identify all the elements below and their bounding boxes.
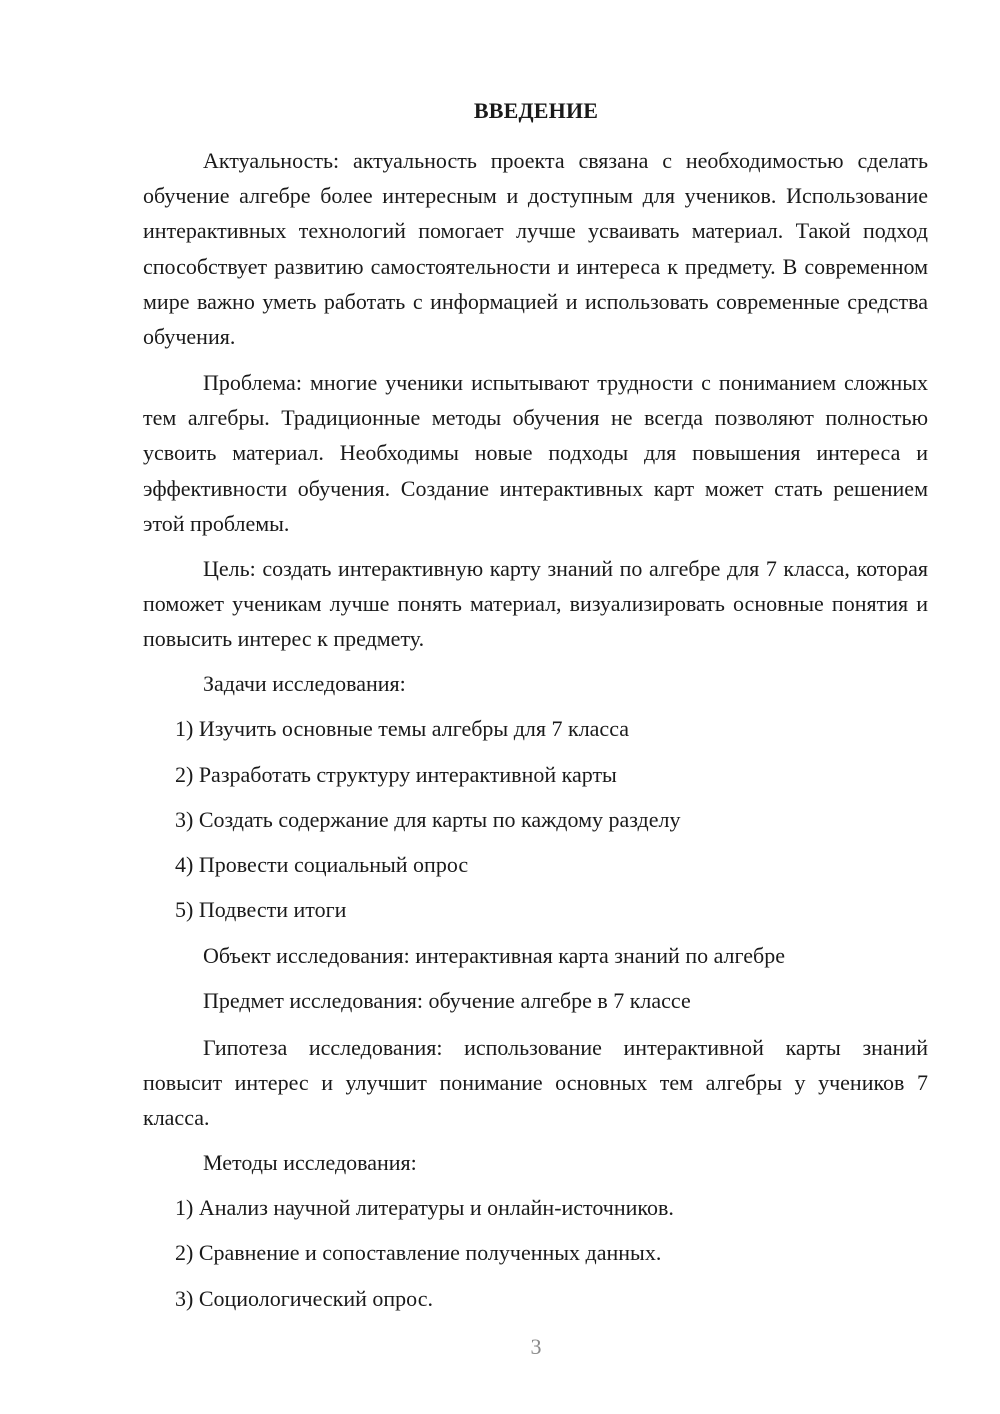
paragraph-problem: Проблема: многие ученики испытывают трудности с пониманием сложных тем алгебры. Традиционные методы обучения не всегда позволяют полностью усвоить материал. Необходимы новые подходы для повышения интереса и эффективности обучения. Создание интерактивных карт может стать решением этой проблемы. bbox=[143, 370, 928, 536]
method-item-1: 1) Анализ научной литературы и онлайн-источников. bbox=[175, 1195, 674, 1220]
page-number: 3 bbox=[530, 1334, 542, 1359]
task-item-4: 4) Провести социальный опрос bbox=[175, 852, 469, 877]
paragraph-relevance: Актуальность: актуальность проекта связана с необходимостью сделать обучение алгебре более интересным и доступным для учеников. Использование интерактивных технологий помогает лучше усваивать материал. Такой подход способствует развитию самостоятельности и интереса к предмету. В современном мире важно уметь работать с информацией и использовать современные средства обучения. bbox=[143, 148, 928, 350]
paragraph-hypothesis: Гипотеза исследования: использование интерактивной карты знаний повысит интерес и улучшит понимание основных тем алгебры у учеников 7 класса. bbox=[143, 1035, 928, 1131]
task-item-2: 2) Разработать структуру интерактивной карты bbox=[175, 762, 617, 787]
methods-heading: Методы исследования: bbox=[203, 1150, 417, 1175]
page-title: ВВЕДЕНИЕ bbox=[473, 98, 599, 123]
research-object: Объект исследования: интерактивная карта знаний по алгебре bbox=[203, 943, 785, 968]
task-item-1: 1) Изучить основные темы алгебры для 7 класса bbox=[175, 716, 629, 741]
task-item-5: 5) Подвести итоги bbox=[175, 897, 347, 922]
task-item-3: 3) Создать содержание для карты по каждому разделу bbox=[175, 807, 681, 832]
paragraph-goal: Цель: создать интерактивную карту знаний по алгебре для 7 класса, которая поможет ученикам лучше понять материал, визуализировать основные понятия и повысить интерес к предмету. bbox=[143, 556, 928, 652]
tasks-heading: Задачи исследования: bbox=[203, 671, 406, 696]
method-item-2: 2) Сравнение и сопоставление полученных данных. bbox=[175, 1240, 662, 1265]
research-subject: Предмет исследования: обучение алгебре в 7 классе bbox=[203, 988, 691, 1013]
method-item-3: 3) Социологический опрос. bbox=[175, 1286, 433, 1311]
